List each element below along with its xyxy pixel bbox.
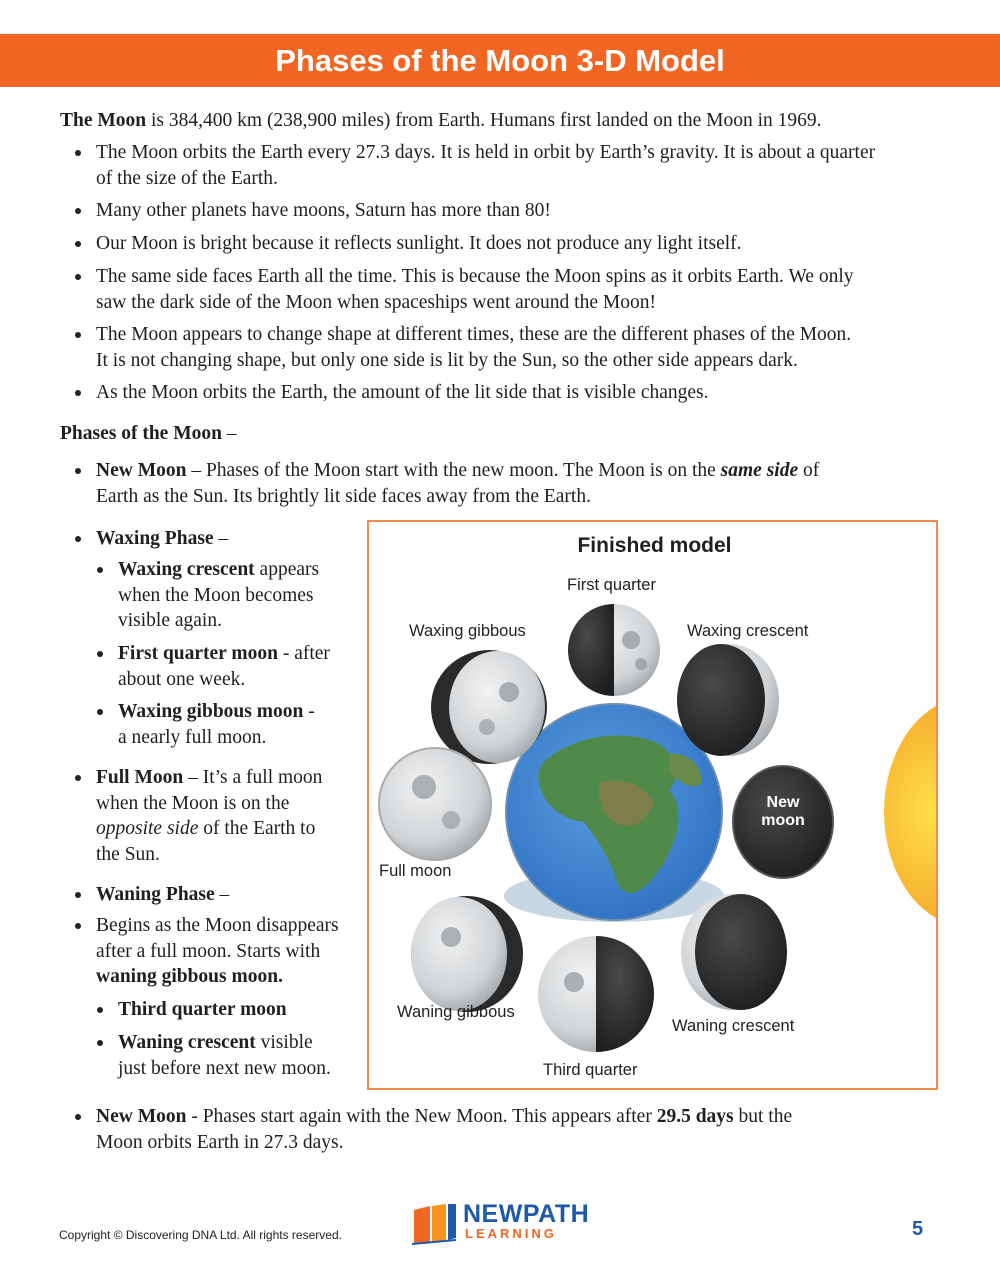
waxing-gibbous-moon xyxy=(431,650,547,764)
first-quarter-moon xyxy=(568,604,660,696)
label-first-quarter: First quarter xyxy=(567,576,656,594)
fact-item: The Moon appears to change shape at different times, these are the different phases of the Moon. It is not changing shape, but only one side is lit by the Sun, so the other side appears dark. xyxy=(96,322,851,373)
figure-title: Finished model xyxy=(577,534,732,557)
waxing-crescent-moon xyxy=(677,644,779,756)
book-logo-icon xyxy=(410,1200,458,1246)
full-moon-item: Full Moon – It’s a full moon when the Moon is on the opposite side of the Earth to the Sun. xyxy=(96,765,322,867)
sun-shape xyxy=(884,697,938,927)
label-waxing-gibbous: Waxing gibbous xyxy=(409,622,526,640)
phases-heading: Phases of the Moon – xyxy=(60,423,237,444)
logo-text-newpath: NEWPATH xyxy=(463,1200,590,1228)
fact-item: The same side faces Earth all the time. This is because the Moon spins as it orbits Earth. We only saw the dark side of the Moon when spaceships went around the Moon! xyxy=(96,264,854,315)
waning-phase-item: Waning Phase – xyxy=(96,882,229,908)
page-title: Phases of the Moon 3-D Model xyxy=(275,43,725,78)
page-number: 5 xyxy=(912,1218,924,1240)
waning-begins-item: Begins as the Moon disappears after a full moon. Starts with waning gibbous moon. xyxy=(96,913,339,990)
fact-item: Many other planets have moons, Saturn has more than 80! xyxy=(96,198,551,224)
waning-gibbous-moon xyxy=(411,896,523,1012)
fact-item: The Moon orbits the Earth every 27.3 days. It is held in orbit by Earth’s gravity. It is about a quarter of the size of the Earth. xyxy=(96,140,875,191)
full-moon-disc xyxy=(379,748,491,860)
label-waning-gibbous: Waning gibbous xyxy=(397,1003,515,1021)
logo-text-learning: LEARNING xyxy=(465,1226,557,1241)
copyright-notice: Copyright © Discovering DNA Ltd. All rights reserved. xyxy=(59,1228,342,1242)
intro-lead: The Moon xyxy=(60,110,147,131)
intro-rest: is 384,400 km (238,900 miles) from Earth. Humans first landed on the Moon in 1969. xyxy=(146,110,822,131)
title-banner xyxy=(0,34,1000,87)
label-new-moon: New moon xyxy=(761,794,805,829)
finished-model-figure xyxy=(367,520,938,1090)
waxing-crescent-item: Waxing crescent appears when the Moon becomes visible again. xyxy=(118,557,319,634)
fact-item: Our Moon is bright because it reflects sunlight. It does not produce any light itself. xyxy=(96,231,742,257)
fact-item: As the Moon orbits the Earth, the amount of the lit side that is visible changes. xyxy=(96,380,709,406)
third-quarter-moon xyxy=(538,936,654,1052)
new-moon-again-item: New Moon - Phases start again with the New Moon. This appears after 29.5 days but the Moon orbits Earth in 27.3 days. xyxy=(96,1104,792,1155)
new-moon-item: New Moon – Phases of the Moon start with the new moon. The Moon is on the same side of Earth as the Sun. Its brightly lit side faces away from the Earth. xyxy=(96,458,819,509)
label-full-moon: Full moon xyxy=(379,862,452,880)
third-quarter-item: Third quarter moon xyxy=(118,997,287,1023)
label-waxing-crescent: Waxing crescent xyxy=(687,622,809,640)
waning-crescent-moon xyxy=(681,894,787,1010)
first-quarter-item: First quarter moon - after about one week. xyxy=(118,641,330,692)
waxing-gibbous-item: Waxing gibbous moon - a nearly full moon. xyxy=(118,699,315,750)
intro-paragraph xyxy=(60,108,822,134)
waxing-phase-item: Waxing Phase – xyxy=(96,526,228,552)
label-waning-crescent: Waning crescent xyxy=(672,1017,795,1035)
newpath-learning-logo xyxy=(410,1200,610,1246)
waning-crescent-item: Waning crescent visible just before next new moon. xyxy=(118,1030,331,1081)
label-third-quarter: Third quarter xyxy=(543,1061,638,1079)
